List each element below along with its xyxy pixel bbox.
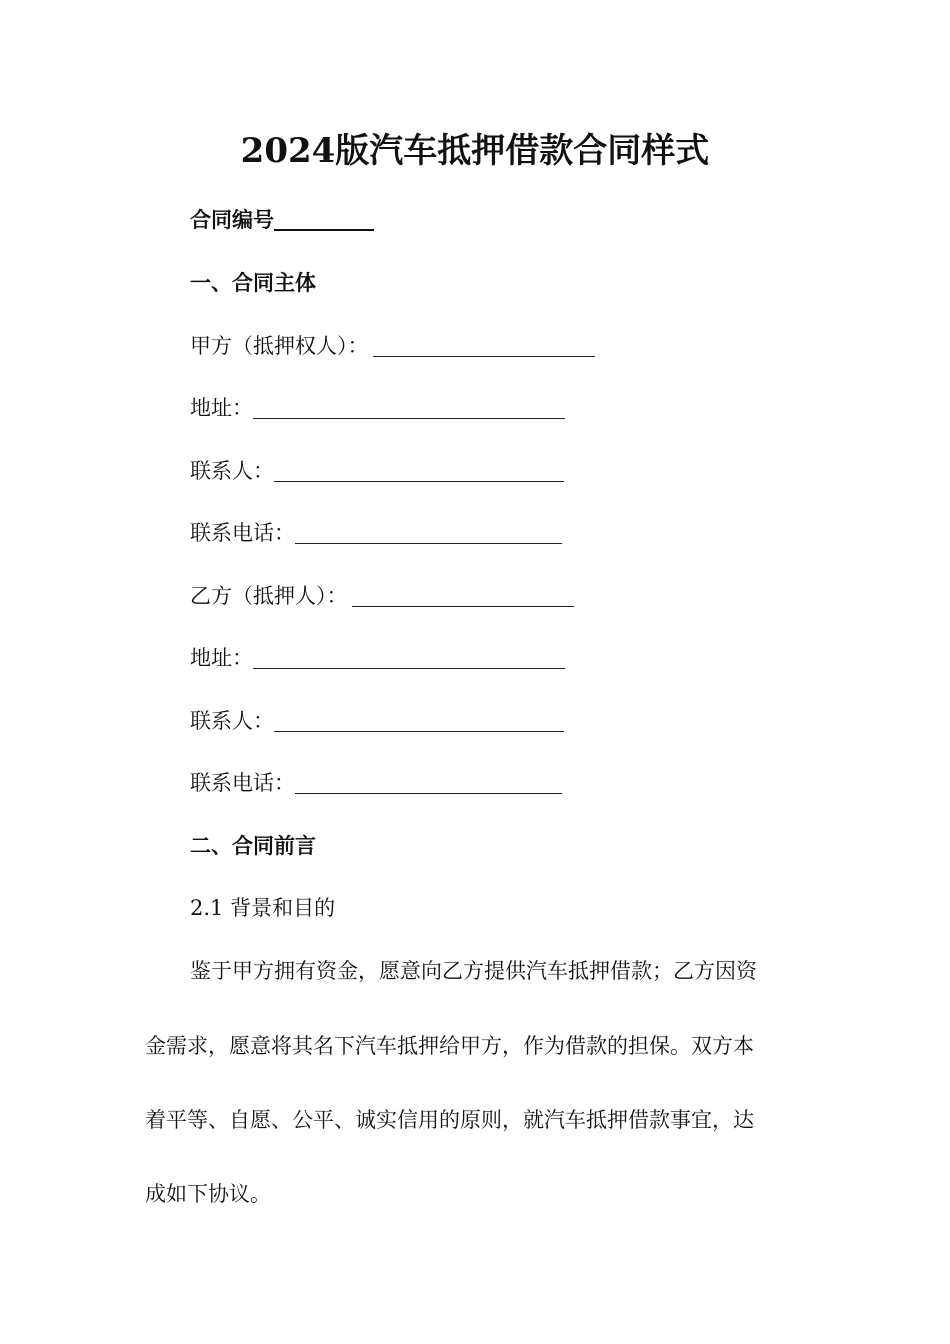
party-b-phone-blank[interactable] xyxy=(295,771,562,794)
party-a-line xyxy=(190,331,595,361)
paragraph-line: 成如下协议。 xyxy=(145,1182,271,1206)
contract-number-blank[interactable] xyxy=(274,207,374,231)
party-b-label: 乙方（抵押人）： xyxy=(190,584,348,608)
party-b-contact-line xyxy=(190,706,564,736)
party-b-blank[interactable] xyxy=(352,584,574,607)
party-a-phone-blank[interactable] xyxy=(295,521,562,544)
party-a-contact-label: 联系人： xyxy=(190,459,274,483)
party-a-blank[interactable] xyxy=(373,334,595,357)
section-2-heading: 二、合同前言 xyxy=(190,833,316,858)
party-a-phone-label: 联系电话： xyxy=(190,521,295,545)
section-1-heading: 一、合同主体 xyxy=(190,270,316,295)
party-a-contact-blank[interactable] xyxy=(274,459,564,482)
contract-number-line xyxy=(190,205,374,235)
party-b-line xyxy=(190,581,574,611)
paragraph-line: 金需求，愿意将其名下汽车抵押给甲方，作为借款的担保。双方本 xyxy=(145,1034,754,1058)
party-b-address-blank[interactable] xyxy=(253,646,565,669)
party-a-label: 甲方（抵押权人）： xyxy=(190,334,369,358)
party-b-phone-line xyxy=(190,768,562,798)
party-a-phone-line xyxy=(190,518,562,548)
contract-number-label: 合同编号 xyxy=(190,207,274,232)
subsection-2-1-heading: 2.1 背景和目的 xyxy=(190,896,336,920)
party-a-address-label: 地址： xyxy=(190,396,253,420)
document-title: 2024版汽车抵押借款合同样式 xyxy=(240,131,710,171)
party-b-contact-blank[interactable] xyxy=(274,709,564,732)
party-a-address-blank[interactable] xyxy=(253,396,565,419)
party-b-contact-label: 联系人： xyxy=(190,709,274,733)
party-a-address-line xyxy=(190,393,565,423)
paragraph-line: 着平等、自愿、公平、诚实信用的原则，就汽车抵押借款事宜，达 xyxy=(145,1108,754,1132)
party-a-contact-line xyxy=(190,456,564,486)
paragraph-line: 鉴于甲方拥有资金，愿意向乙方提供汽车抵押借款；乙方因资 xyxy=(190,959,757,983)
party-b-phone-label: 联系电话： xyxy=(190,771,295,795)
party-b-address-label: 地址： xyxy=(190,646,253,670)
party-b-address-line xyxy=(190,643,565,673)
